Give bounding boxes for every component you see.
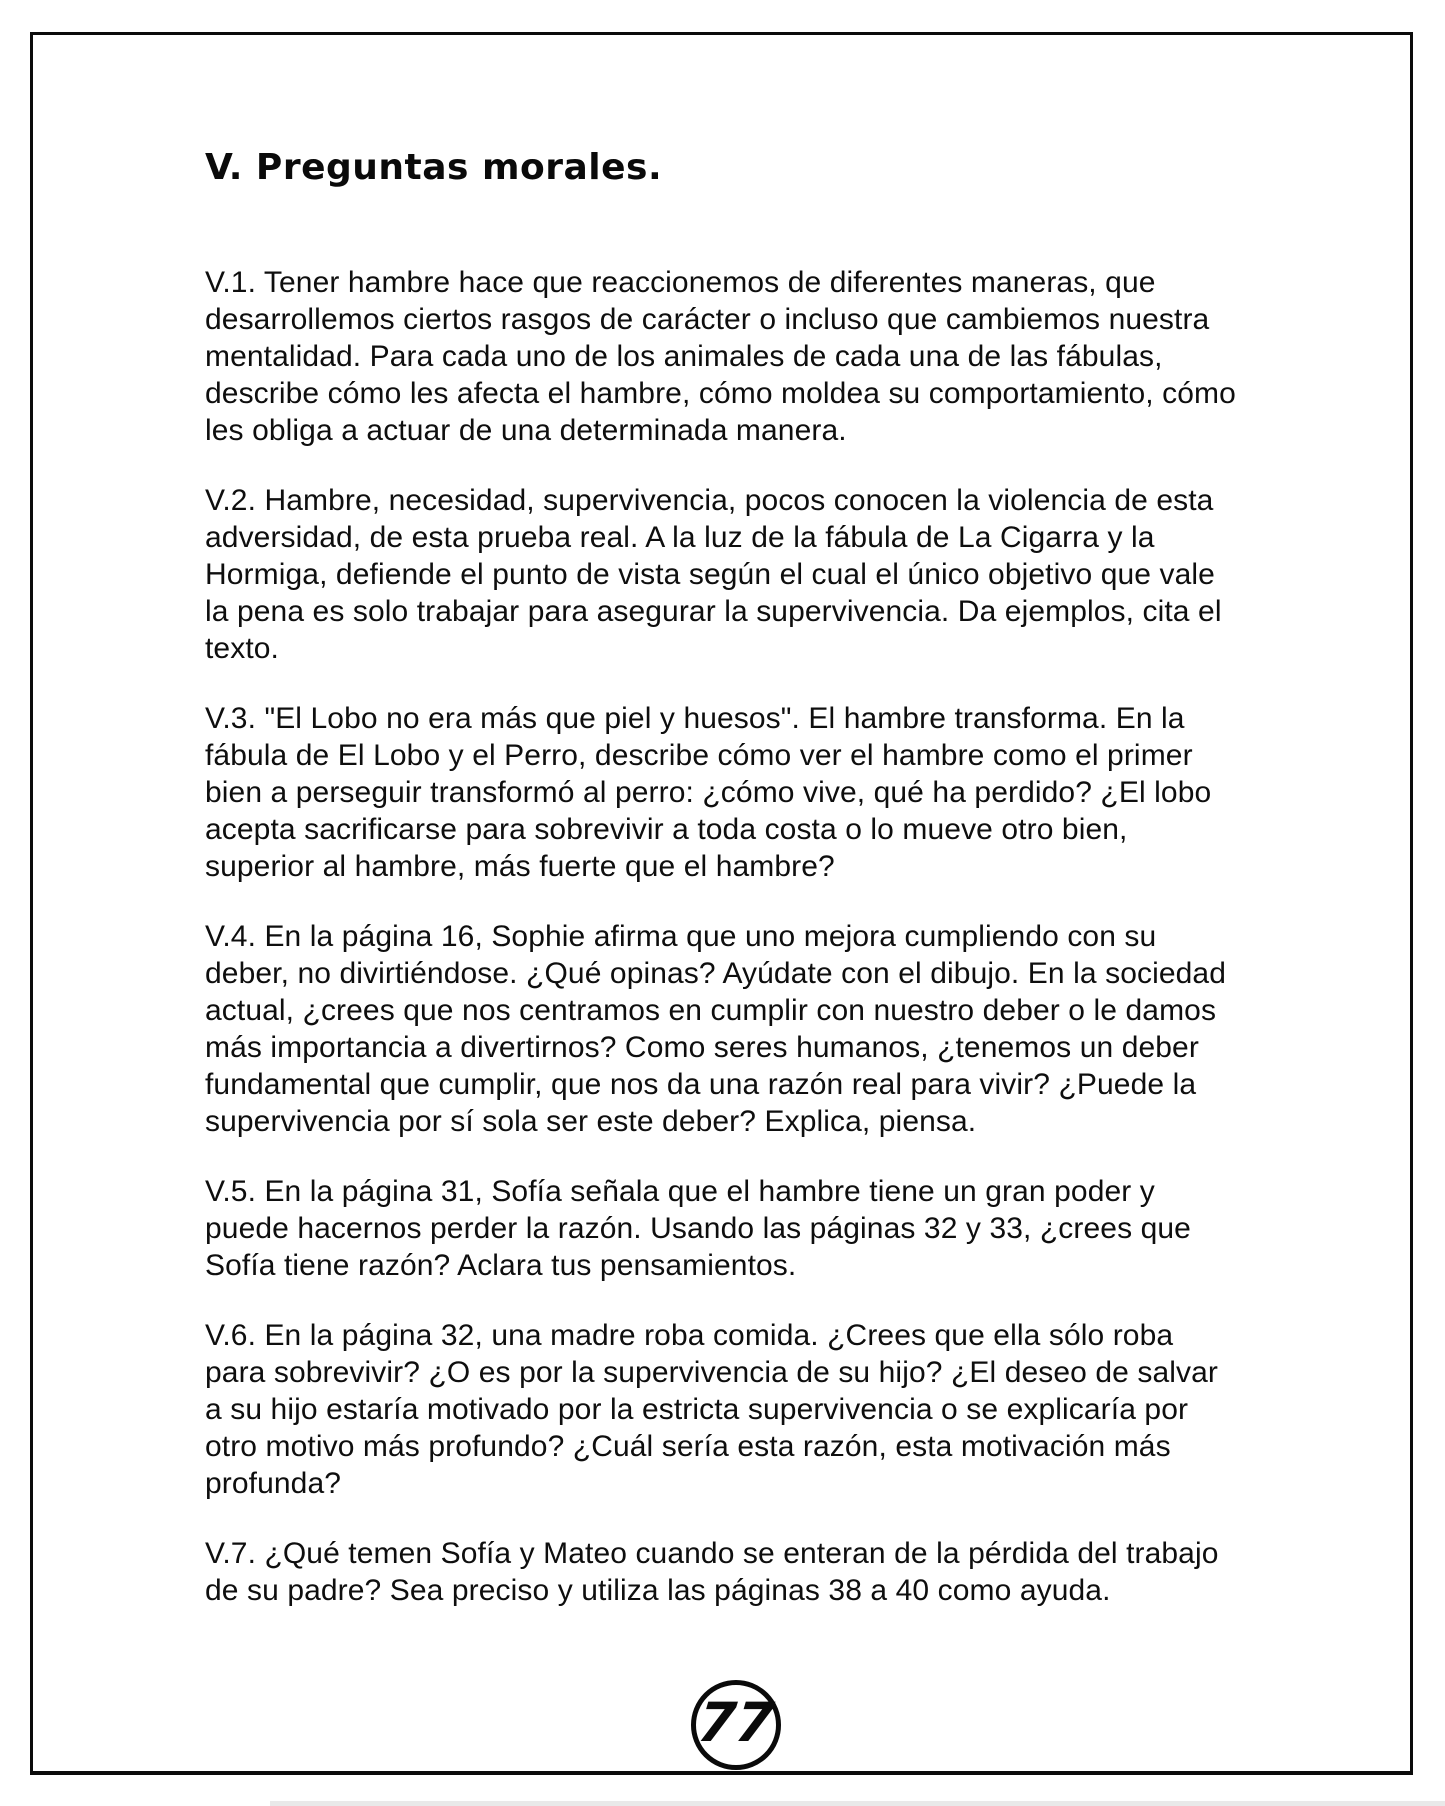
scan-edge-artifact <box>270 1801 1445 1806</box>
page-number-badge <box>691 1680 781 1770</box>
section-heading: V. Preguntas morales. <box>205 147 663 188</box>
question-v7: V.7. ¿Qué temen Sofía y Mateo cuando se enteran de la pérdida del trabajo de su padre? Sea preciso y utiliza las páginas 38 a 40 como ayuda. <box>205 1537 1219 1607</box>
question-v4: V.4. En la página 16, Sophie afirma que uno mejora cumpliendo con su deber, no divirtiéndose. ¿Qué opinas? Ayúdate con el dibujo. En la sociedad actual, ¿crees que nos centramos en cumplir con nuestro deber o le damos más importancia a divertirnos? Como seres humanos, ¿tenemos un deber fundamental que cumplir, que nos da una razón real para vivir? ¿Puede la supervivencia por sí sola ser este deber? Explica, piensa. <box>205 920 1226 1138</box>
worksheet-content <box>205 148 1240 1642</box>
question-v6: V.6. En la página 32, una madre roba comida. ¿Crees que ella sólo roba para sobrevivir? ¿O es por la supervivencia de su hijo? ¿El deseo de salvar a su hijo estaría motivado por la estricta supervivencia o se explicaría por otro motivo más profundo? ¿Cuál sería esta razón, esta motivación más profunda? <box>205 1319 1218 1500</box>
question-v3: V.3. "El Lobo no era más que piel y huesos". El hambre transforma. En la fábula de El Lobo y el Perro, describe cómo ver el hambre como el primer bien a perseguir transformó al perro: ¿cómo vive, qué ha perdido? ¿El lobo acepta sacrificarse para sobrevivir a toda costa o lo mueve otro bien, superior al hambre, más fuerte que el hambre? <box>205 702 1212 883</box>
page-number: 77 <box>695 1691 778 1754</box>
question-v1: V.1. Tener hambre hace que reaccionemos de diferentes maneras, que desarrollemos ciertos rasgos de carácter o incluso que cambiemos nuestra mentalidad. Para cada uno de los animales de cada una de las fábulas, describe cómo les afecta el hambre, cómo moldea su comportamiento, cómo les obliga a actuar de una determinada manera. <box>205 266 1236 447</box>
question-v2: V.2. Hambre, necesidad, supervivencia, pocos conocen la violencia de esta adversidad, de esta prueba real. A la luz de la fábula de La Cigarra y la Hormiga, defiende el punto de vista según el cual el único objetivo que vale la pena es solo trabajar para asegurar la supervivencia. Da ejemplos, cita el texto. <box>205 484 1222 665</box>
question-v5: V.5. En la página 31, Sofía señala que el hambre tiene un gran poder y puede hacernos perder la razón. Usando las páginas 32 y 33, ¿crees que Sofía tiene razón? Aclara tus pensamientos. <box>205 1175 1191 1282</box>
